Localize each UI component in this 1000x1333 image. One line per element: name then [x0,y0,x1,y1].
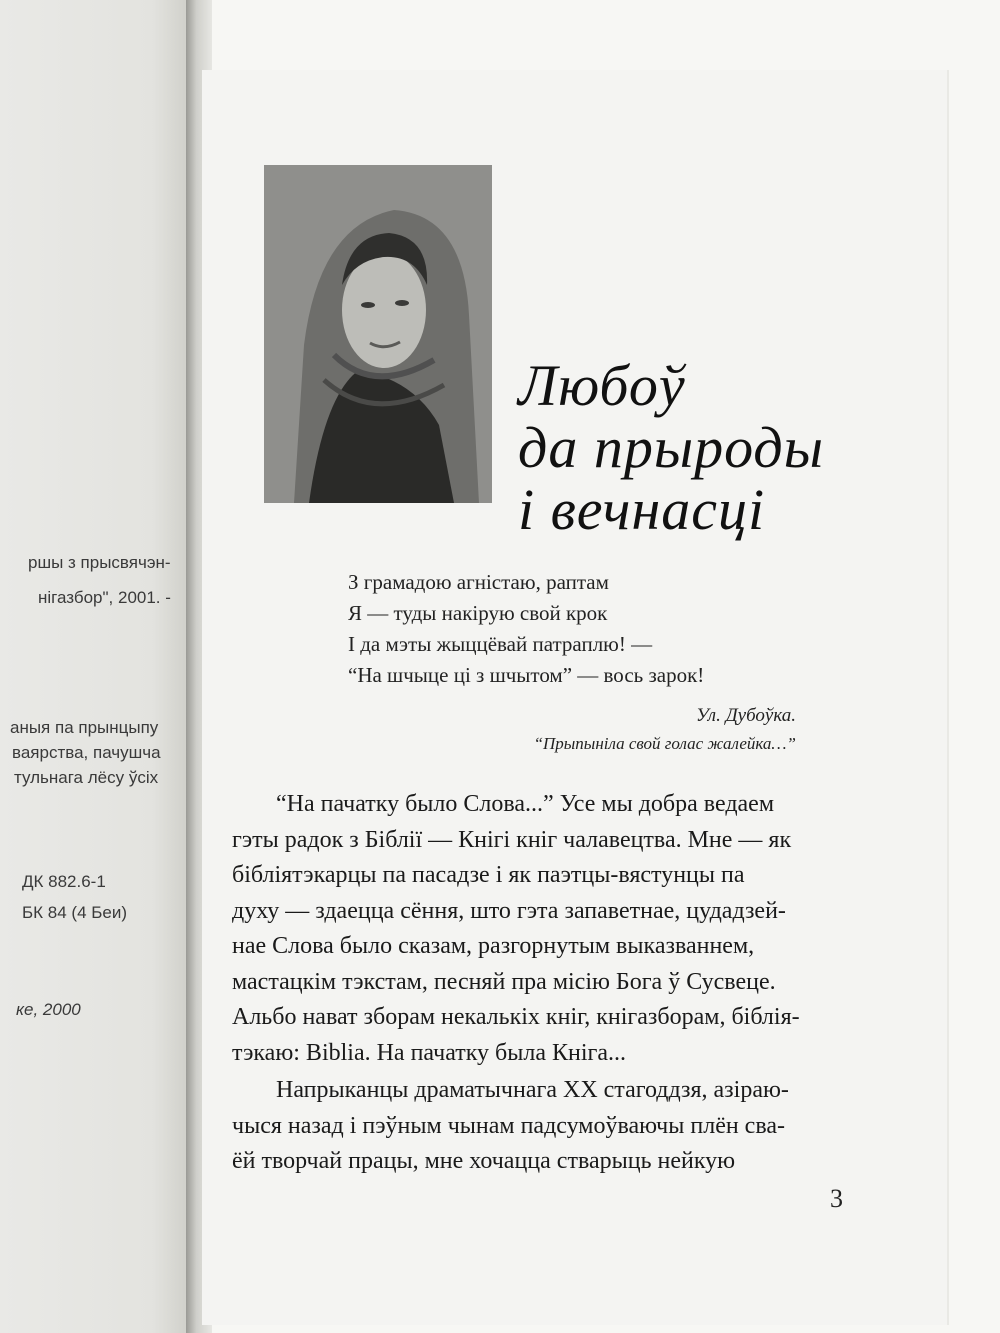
previous-page [0,0,190,1333]
body-line: “На пачатку было Слова...” Усе мы добра ведаем [276,791,775,817]
left-page-line: ршы з прысвячэн- [28,553,171,572]
body-line: бібліятэкарцы па пасадзе і як паэтцы-вястунцы па [232,862,745,888]
left-page-line: аныя па прынцыпу [10,718,159,737]
body-text [232,787,872,1180]
chapter-title-line: да прыроды [518,415,824,480]
left-page-line: ке, 2000 [16,1000,81,1019]
left-page-line: тульнага лёсу ўсіх [14,768,159,787]
left-page-line: ваярства, пачушча [12,743,161,762]
epigraph-poem [348,567,788,691]
left-page-line: ДК 882.6-1 [22,872,106,891]
chapter-title-line: Любоў [518,353,686,418]
body-line: духу — здаецца сёння, што гэта запаветнае, цудадзей- [232,897,786,924]
body-line: тэкаю: Biblia. На пачатку была Кніга... [232,1039,627,1066]
author-portrait [264,165,492,503]
chapter-title [518,355,838,541]
body-line: ёй творчай працы, мне хочацца стварыць нейкую [232,1148,736,1174]
left-page-line: нігазбор", 2001. - [38,588,171,607]
portrait-image [264,165,492,503]
epigraph-line: З грамадою агністаю, раптам [348,570,609,594]
body-line: гэты радок з Біблії — Кнігі кніг чалавецтва. Мне — як [232,826,792,853]
page-number: 3 [830,1184,843,1213]
left-page-line: БК 84 (4 Беи) [22,903,128,922]
body-line: нае Слова было сказам, разгорнутым выказваннем, [232,933,755,959]
epigraph-line: “На шчыце ці з шчытом” — вось зарок! [348,663,705,687]
epigraph-author: Ул. Дубоўка. [695,705,796,726]
body-line: Альбо нават зборам некалькіх кніг, кнігазборам, біблія- [232,1004,800,1030]
chapter-title-line: і вечнасці [518,477,766,542]
epigraph-line: Я — туды накірую свой крок [348,601,608,625]
body-line: чыся назад і пэўным чынам падсумоўваючы плён сва- [232,1112,785,1139]
body-line: Напрыканцы драматычнага XX стагоддзя, азіраю- [276,1077,789,1103]
epigraph-line: І да мэты жыццёвай патраплю! — [348,632,653,656]
body-line: мастацкім тэкстам, песняй пра місію Бога ў Сусвеце. [232,968,776,995]
epigraph-source: “Прыпыніла свой голас жалейка…” [533,734,796,753]
